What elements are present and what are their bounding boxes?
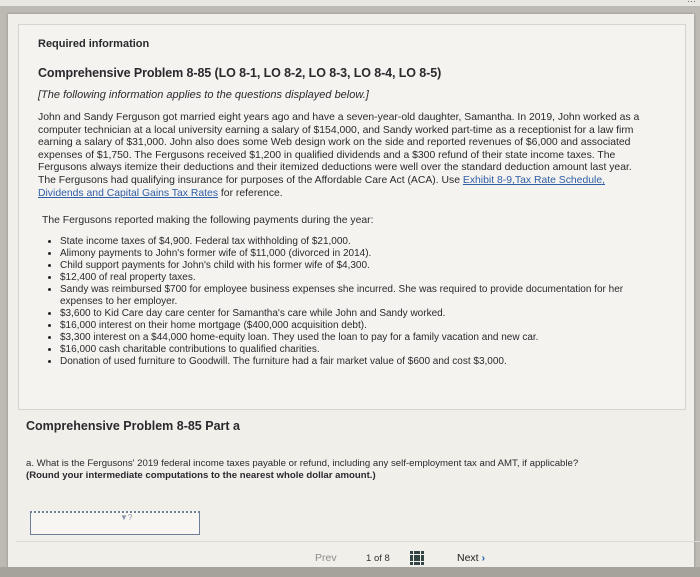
prev-button[interactable]: Prev xyxy=(315,552,337,564)
list-item: • Sandy was reimbursed $700 for employee business expenses she incurred. She was required to provide documentation for her expenses to her employer. xyxy=(60,284,640,308)
assignment-sheet xyxy=(8,14,694,567)
list-item: • $3,300 interest on a $44,000 home-equity loan. They used the loan to pay for a family vacation and new car. xyxy=(60,332,640,344)
payments-list xyxy=(42,236,640,368)
list-item: • $16,000 interest on their home mortgage ($400,000 acquisition debt). xyxy=(60,320,640,332)
total-pages: 8 xyxy=(384,553,390,564)
question xyxy=(26,458,676,482)
footer-divider xyxy=(16,541,700,542)
top-bar xyxy=(0,0,700,6)
problem-note: [The following information applies to the questions displayed below.] xyxy=(38,89,369,101)
next-button[interactable] xyxy=(457,552,485,564)
question-text: a. What is the Fergusons' 2019 federal income taxes payable or refund, including any self-employment tax and AMT, if applicable? xyxy=(26,458,579,469)
list-item: • $12,400 of real property taxes. xyxy=(60,272,640,284)
list-item: • $3,600 to Kid Care day care center for Samantha's care while John and Sandy worked. xyxy=(60,308,640,320)
answer-dropdown-caret-icon[interactable]: ▼? xyxy=(120,513,133,522)
current-page: 1 xyxy=(366,553,372,564)
header-fragment: ··· xyxy=(687,0,696,6)
list-item: • State income taxes of $4,900. Federal tax withholding of $21,000. xyxy=(60,236,640,248)
of-label: of xyxy=(373,553,382,564)
description-text-end: for reference. xyxy=(218,187,283,199)
list-item: • $16,000 cash charitable contributions to qualified charities. xyxy=(60,344,640,356)
required-information-label: Required information xyxy=(38,38,150,50)
part-heading: Comprehensive Problem 8-85 Part a xyxy=(26,419,240,433)
answer-input[interactable] xyxy=(30,511,200,535)
list-item: • Donation of used furniture to Goodwill. The furniture had a fair market value of $600 and cost $3,000. xyxy=(60,356,640,368)
grid-icon[interactable] xyxy=(410,551,424,565)
problem-title: Comprehensive Problem 8-85 (LO 8-1, LO 8-2, LO 8-3, LO 8-4, LO 8-5) xyxy=(38,66,442,80)
bottom-band xyxy=(0,567,700,577)
list-item: • Child support payments for John's child with his former wife of $4,300. xyxy=(60,260,640,272)
page-indicator xyxy=(366,553,390,564)
description-text: John and Sandy Ferguson got married eight years ago and have a seven-year-old daughter, Samantha. In 2019, John worked as a computer technician at a local university earning a salary of $154,000, and Sandy worked part-time as a receptionist for a law firm earning a salary of $31,000. John also does some Web design work on the side and reported revenues of $6,000 and associated expenses of $1,750. The Fergusons received $1,200 in qualified dividends and a $300 refund of their state income taxes. The Fergusons always itemize their deductions and their itemized deductions were well over the standard deduction amount last year. The Fergusons had qualifying insurance for purposes of the Affordable Care Act (ACA). Use xyxy=(38,112,640,186)
list-item: • Alimony payments to John's former wife of $11,000 (divorced in 2014). xyxy=(60,248,640,260)
chevron-right-icon: › xyxy=(481,552,486,564)
question-instruction: (Round your intermediate computations to the nearest whole dollar amount.) xyxy=(26,470,376,481)
payments-heading: The Fergusons reported making the following payments during the year: xyxy=(42,215,374,226)
next-label: Next xyxy=(457,552,479,564)
problem-description xyxy=(38,112,642,200)
exhibit-reference-link[interactable]: Exhibit 8-9,Tax Rate Schedule, Dividends and Capital Gains Tax Rates xyxy=(38,174,605,199)
